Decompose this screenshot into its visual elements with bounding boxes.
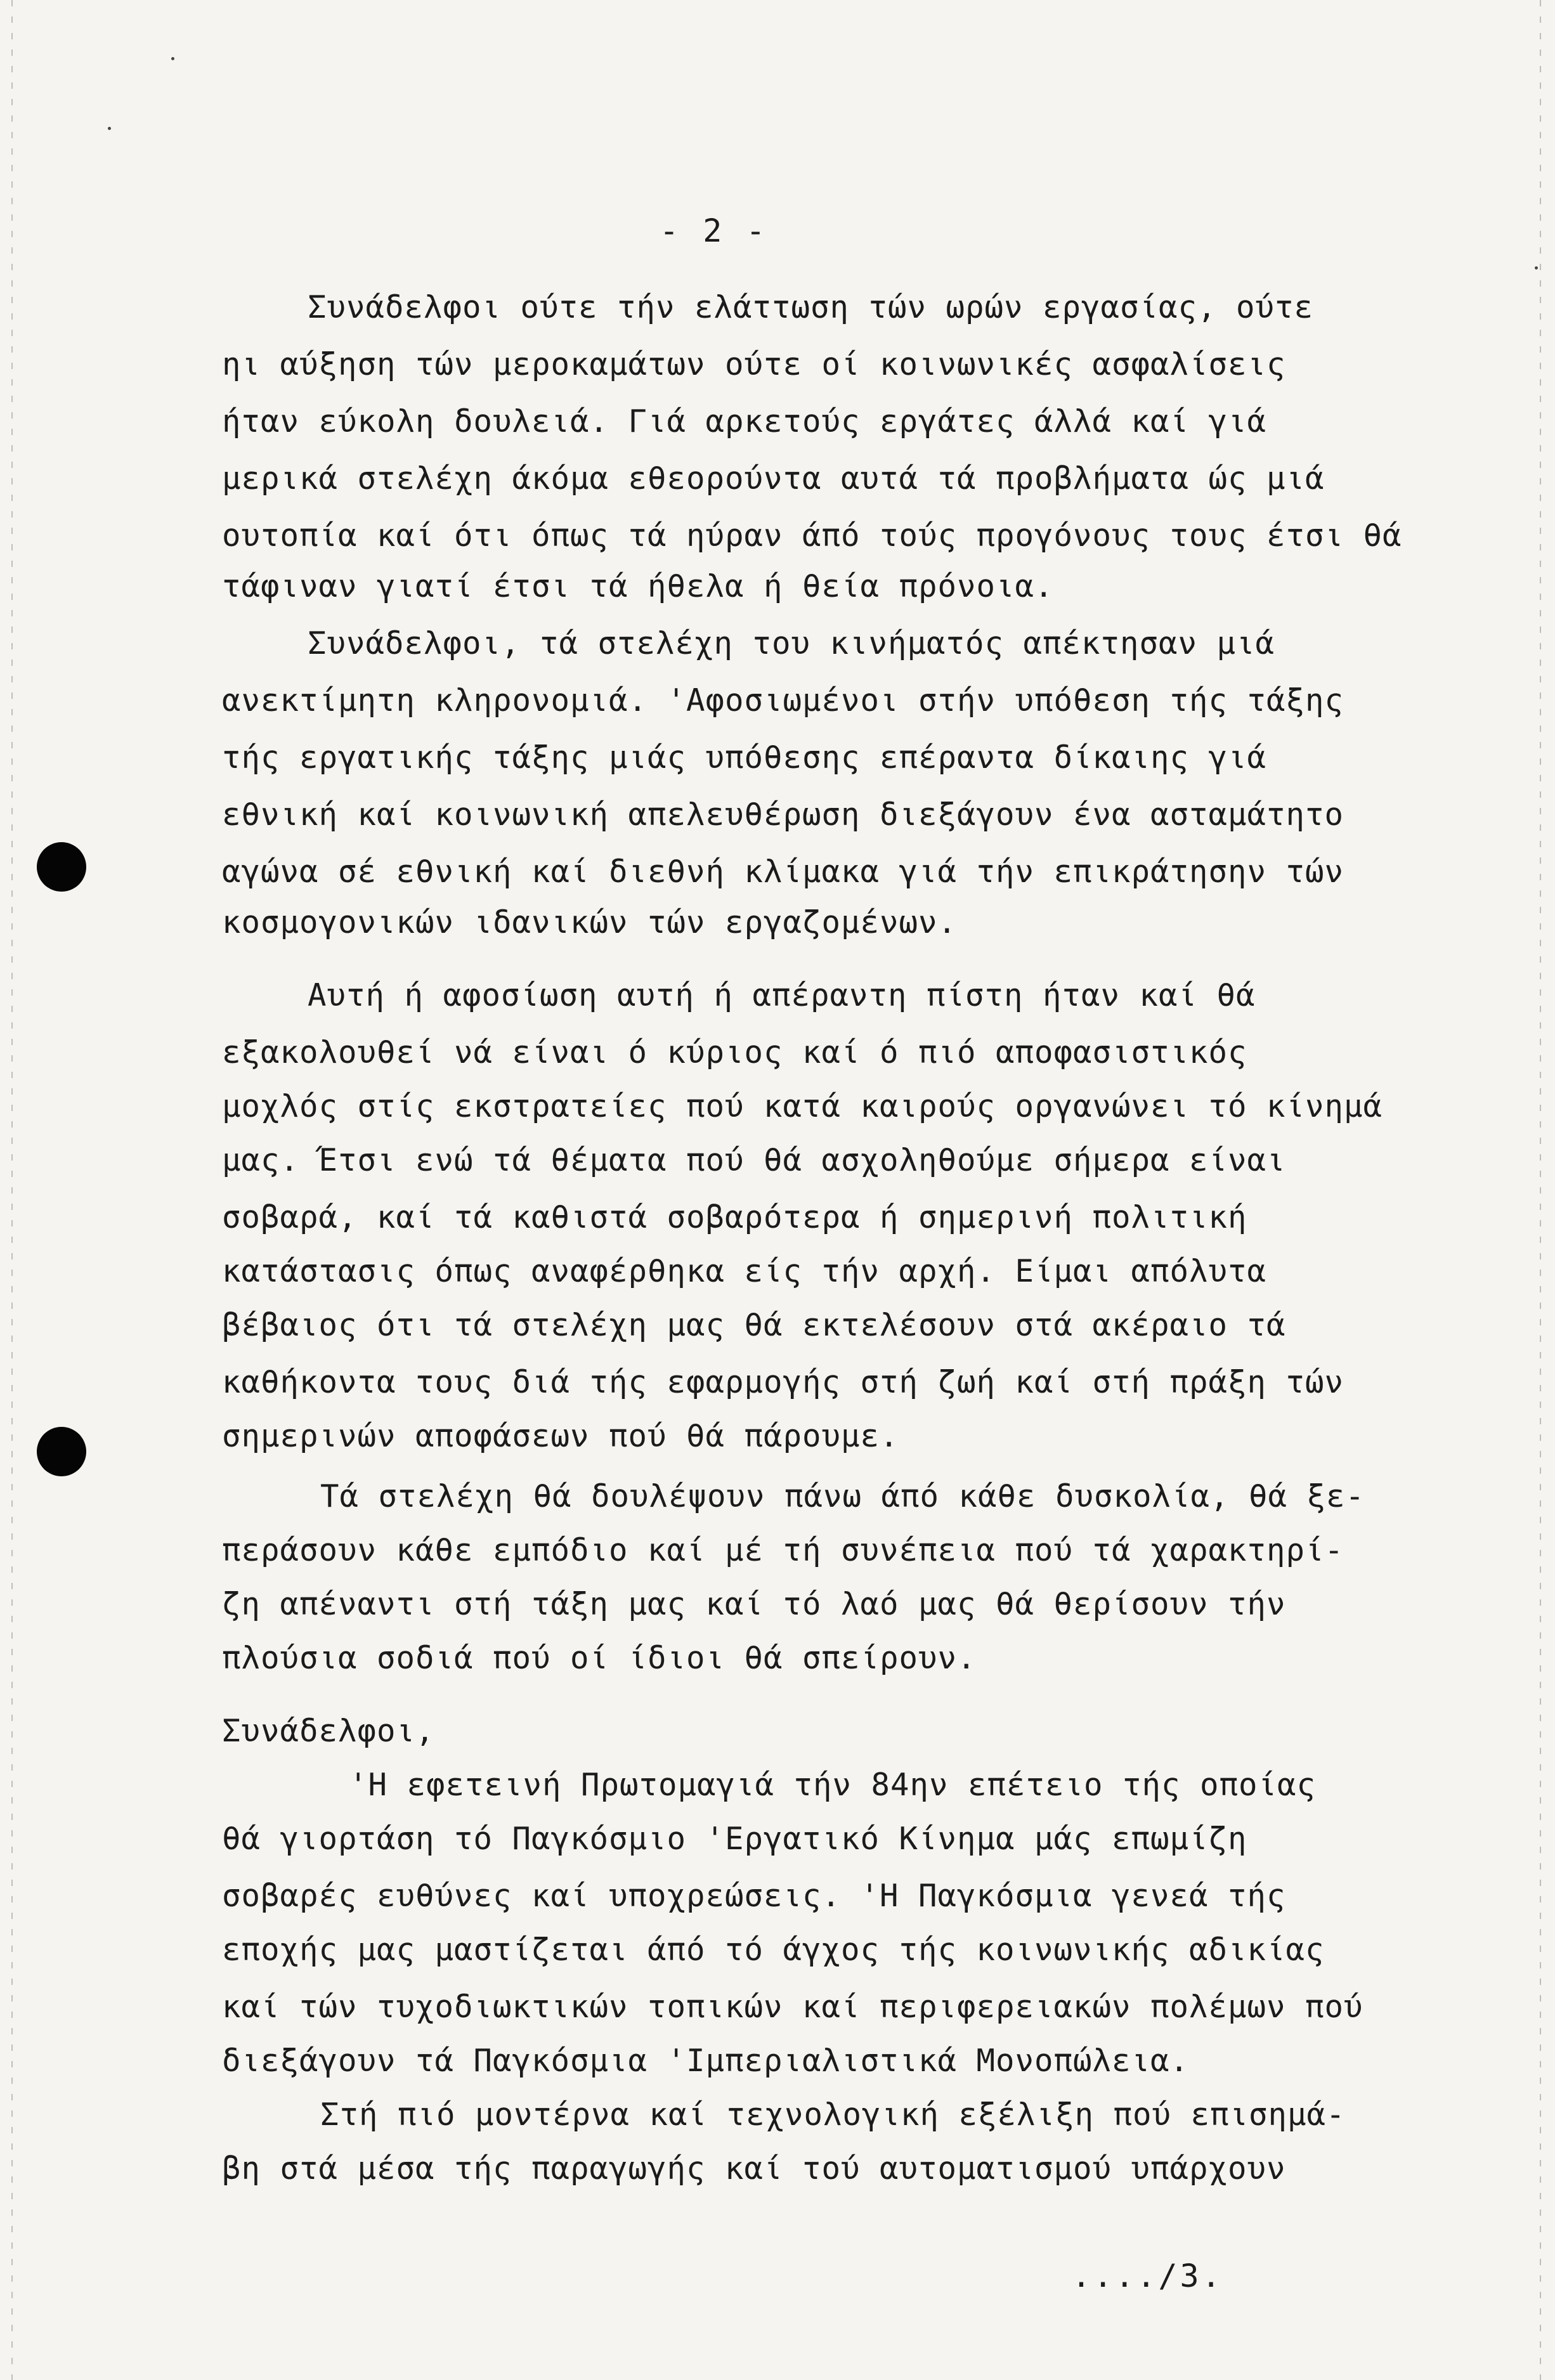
text-line: θά γιορτάση τό Παγκόσμιο 'Εργατικό Κίνημα μάς επωμίζη [222, 1821, 1247, 1857]
text-line: μας. Έτσι ενώ τά θέματα πού θά ασχοληθούμε σήμερα είναι [222, 1142, 1286, 1178]
text-line: ηι αύξηση τών μεροκαμάτων ούτε οί κοινωνικές ασφαλίσεις [222, 346, 1286, 382]
text-line: διεξάγουν τά Παγκόσμια 'Ιμπεριαλιστικά Μονοπώλεια. [222, 2043, 1190, 2079]
page-number: - 2 - [660, 212, 768, 249]
text-line: ήταν εύκολη δουλειά. Γιά αρκετούς εργάτες άλλά καί γιά [222, 403, 1267, 439]
text-line: εποχής μας μαστίζεται άπό τό άγχος τής κοινωνικής αδικίας [222, 1932, 1325, 1968]
text-line: τάφιναν γιατί έτσι τά ήθελα ή θεία πρόνοια. [222, 568, 1054, 604]
text-line: σοβαρές ευθύνες καί υποχρεώσεις. 'Η Παγκόσμια γενεά τής [222, 1878, 1286, 1914]
text-line: κοσμογονικών ιδανικών τών εργαζομένων. [222, 904, 958, 940]
text-line: περάσουν κάθε εμπόδιο καί μέ τή συνέπεια πού τά χαρακτηρί- [222, 1532, 1344, 1568]
text-line: καί τών τυχοδιωκτικών τοπικών καί περιφερειακών πολέμων πού [222, 1989, 1363, 2025]
punch-hole-lower [37, 1427, 86, 1476]
text-line: Συνάδελφοι, τά στελέχη του κινήματός απέκτησαν μιά [308, 625, 1275, 661]
left-edge-perforation [11, 0, 13, 2380]
text-line: ζη απέναντι στή τάξη μας καί τό λαό μας θά θερίσουν τήν [222, 1586, 1286, 1622]
text-line: Συνάδελφοι ούτε τήν ελάττωση τών ωρών εργασίας, ούτε [308, 289, 1314, 325]
text-line: ανεκτίμητη κληρονομιά. 'Αφοσιωμένοι στήν υπόθεση τής τάξης [222, 682, 1344, 719]
text-line: Αυτή ή αφοσίωση αυτή ή απέραντη πίστη ήταν καί θά [308, 977, 1256, 1013]
text-line: βη στά μέσα τής παραγωγής καί τού αυτοματισμού υπάρχουν [222, 2150, 1286, 2187]
text-line: κατάστασις όπως αναφέρθηκα είς τήν αρχή. Είμαι απόλυτα [222, 1253, 1267, 1289]
text-line: 'Η εφετεινή Πρωτομαγιά τήν 84ην επέτειο τής οποίας [349, 1767, 1317, 1803]
text-line: ουτοπία καί ότι όπως τά ηύραν άπό τούς προγόνους τους έτσι θά [222, 517, 1402, 554]
text-line: εθνική καί κοινωνική απελευθέρωση διεξάγουν ένα ασταμάτητο [222, 797, 1344, 833]
text-line: Στή πιό μοντέρνα καί τεχνολογική εξέλιξη πού επισημά- [320, 2097, 1346, 2133]
text-line: βέβαιος ότι τά στελέχη μας θά εκτελέσουν στά ακέραιο τά [222, 1307, 1286, 1343]
text-line: πλούσια σοδιά πού οί ίδιοι θά σπείρουν. [222, 1640, 977, 1676]
ink-speck [1535, 266, 1538, 270]
text-line: τής εργατικής τάξης μιάς υπόθεσης επέραντα δίκαιης γιά [222, 739, 1267, 776]
text-line: σοβαρά, καί τά καθιστά σοβαρότερα ή σημερινή πολιτική [222, 1199, 1247, 1235]
text-line: καθήκοντα τους διά τής εφαρμογής στή ζωή καί στή πράξη τών [222, 1364, 1344, 1400]
text-line: Συνάδελφοι, [222, 1713, 435, 1749]
right-edge-perforation [1540, 0, 1541, 2380]
text-line: Τά στελέχη θά δουλέψουν πάνω άπό κάθε δυσκολία, θά ξε- [320, 1478, 1365, 1514]
text-line: εξακολουθεί νά είναι ό κύριος καί ό πιό αποφασιστικός [222, 1034, 1247, 1070]
continuation-marker: ..../3. [1072, 2258, 1223, 2294]
text-line: αγώνα σέ εθνική καί διεθνή κλίμακα γιά τήν επικράτησην τών [222, 854, 1344, 890]
ink-speck [108, 127, 111, 130]
ink-speck [171, 57, 174, 60]
text-line: σημερινών αποφάσεων πού θά πάρουμε. [222, 1418, 899, 1454]
punch-hole-upper [37, 842, 86, 892]
text-line: μερικά στελέχη άκόμα εθεορούντα αυτά τά προβλήματα ώς μιά [222, 460, 1325, 497]
text-line: μοχλός στίς εκστρατείες πού κατά καιρούς οργανώνει τό κίνημά [222, 1088, 1383, 1124]
